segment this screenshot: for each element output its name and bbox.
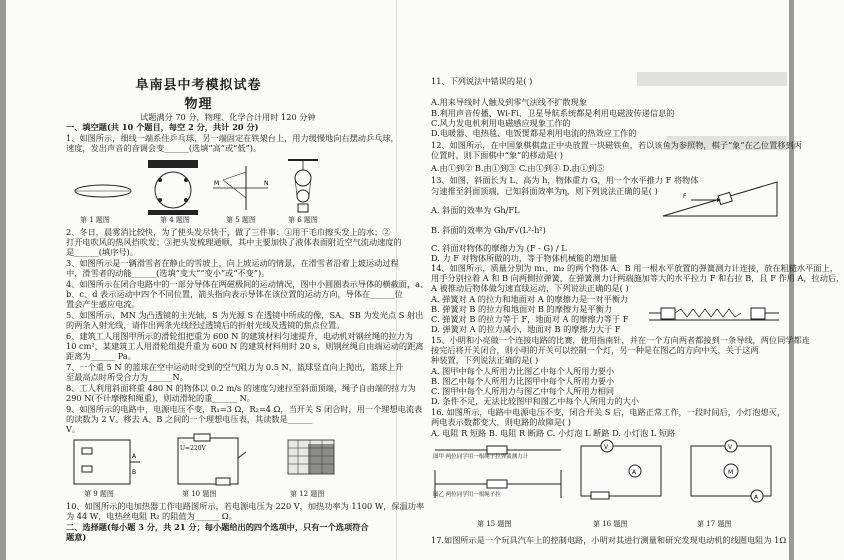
- q13-option-b: B. 斜面的效率为 Gh/F√(L²-h²): [431, 225, 546, 235]
- fig15-top-label: 图甲 两位同学用一根绳子拉弹簧测力计: [433, 454, 529, 460]
- q2-line1: 2、冬日，晨雾消比较快，为了使头发尽快干，做了三件事：①用干毛巾擦头发上的水；②: [66, 227, 391, 237]
- spring-figure: [647, 302, 781, 324]
- q10-line2: 为 44 W，电热丝电阻 R₂ 的阻值为______ Ω。: [66, 511, 237, 521]
- q10-line1: 10、如图所示的电加热器工作电路图所示，若电源电压为 220 V，加热功率为 1100 W，保温功率: [66, 501, 425, 511]
- fig12-caption: 第 12 题图: [290, 490, 325, 498]
- figures-row-2: [68, 434, 368, 490]
- q16-line2: 两电表示数都变大，则电路的故障是( ): [431, 417, 571, 427]
- fig15-bottom-label: 图乙 两位同学用一根绳子拉: [433, 492, 501, 498]
- q5-line1: 5、如图所示，MN 为凸透镜的主光轴，S 为光源 S 在透镜中所成的像，SA、SB 为发光点 S 射出: [66, 310, 424, 320]
- q15-line2: 接完后将开关闭合，则小明的开关可以控制一个灯，另一种是在图乙的方向中关，关于这两: [431, 345, 759, 355]
- section-1-heading: 一、填空题(共 10 个题目，每空 2 分，共计 20 分): [66, 122, 259, 132]
- svg-text:N: N: [264, 180, 269, 187]
- q13-option-c: C. 斜面对物体的摩擦力为 (F - G) / L: [431, 243, 567, 253]
- q2-line2: 打开电吹风的热风挡吹发；③把头发梳理通顺，其中主要加快了液体表面附近空气流动速度的: [66, 237, 402, 247]
- q17-line1: 17.如图所示是一个玩具汽车上的控制电路，小明对其进行测量和研究发现电动机的线圈电阻为 1Ω: [431, 535, 787, 545]
- svg-text:B: B: [132, 469, 137, 476]
- q11-option-b: B.利用声音传播、Wi-Fi、卫星导航系统都是利用电磁波传递信息的: [431, 108, 675, 118]
- right-page: [397, 0, 844, 560]
- figures-row-1: [68, 158, 368, 216]
- q11-stem: 11、下列说法中错误的是( ): [431, 76, 533, 86]
- q1-line2: 速度，发出声音的音调会变______(选填“高”或“低”)。: [66, 143, 262, 153]
- q15-option-a: A. 图甲中每个人所用力比图乙中每个人所用力要小: [431, 366, 615, 376]
- q4-line1: 4、如图所示在闭合电路中的一部分导体在两磁极间的运动情况，图中小圆圈表示导体的横截面，a、: [66, 279, 429, 289]
- q15-line3: 种装置，下列说法正确的是( ): [431, 355, 539, 365]
- q11-option-a: A.用来导线时人触及到零气法线不扩散现象: [431, 97, 587, 107]
- q3-line2: 中，滑雪者的动能______(选填“变大”“变小”或“不变”)。: [66, 268, 270, 278]
- q13-option-a: A. 斜面的效率为 Gh/FL: [431, 205, 520, 215]
- svg-text:A: A: [754, 494, 759, 501]
- svg-text:V: V: [604, 444, 609, 451]
- q9-line3: V。: [66, 424, 81, 434]
- fig10-caption: 第 10 题图: [182, 490, 217, 498]
- section-2-heading-cont: 题意): [66, 532, 87, 542]
- q11-option-d: D.电暖器、电热毯、电饭煲都是利用电流的热效应工作的: [431, 128, 637, 138]
- svg-text:V: V: [728, 444, 733, 451]
- q5-line2: 的两条入射光线，请作出两条光线经过透镜后的折射光线及透镜的焦点位置。: [66, 320, 345, 330]
- q16-options: A. 电阻 R 短路 B. 电阻 R 断路 C. 小灯泡 L 断路 D. 小灯泡 L 短路: [431, 428, 676, 438]
- q12-line2: 位置时，则下面棋中“象”的移动是( ): [431, 150, 563, 160]
- q3-line1: 3、如图所示是一辆滑雪者在静止的雪坡上，向上坡运动的情景，在滑雪者沿着上坡运动过程: [66, 258, 399, 268]
- q16-line1: 16. 如图所示，电路中电源电压不变，闭合开关 S 后，电路正常工作，一段时间后，小灯泡熄灭，: [431, 407, 785, 417]
- q15-option-d: D. 条件不足，无法比较图甲和图乙中每个人所用力的大小: [431, 396, 639, 406]
- q15-option-c: C. 图甲中每个人所用力与图乙中每个人所用力相同: [431, 386, 615, 396]
- exam-subject: 物理: [184, 97, 213, 112]
- fig1-caption: 第 1 题图: [80, 216, 110, 224]
- q4-line2: b、c、d 表示运动中四个不同位置，箭头指向表示导体在该位置的运动方向，导体在______位: [66, 289, 403, 299]
- q2-line3: 是______(填序号)。: [66, 247, 138, 257]
- q4-line3: 置会产生感应电流。: [66, 299, 140, 309]
- fig17-caption: 第 17 题图: [697, 520, 732, 528]
- q14-line2: 用手分别拉着 A 和 B 向两侧拉弹簧，在弹簧测力计两端施加等大的水平拉力 F 和右拉 B，且 F 作用 A，拉动后，: [431, 273, 844, 283]
- fig5-caption: 第 5 题图: [226, 216, 256, 224]
- incline-figure: [659, 178, 783, 220]
- exam-info: 试题满分 70 分，物理、化学合计用时 120 分钟: [140, 112, 316, 122]
- svg-text:M: M: [728, 469, 734, 476]
- svg-text:F: F: [683, 193, 687, 200]
- q14-option-d: D. 弹簧对 A 的拉力减小，地面对 B 的摩擦力大于 F: [431, 324, 621, 334]
- q8-line2: 290 N(不计摩擦和绳重)，则动滑轮的重______ N。: [66, 393, 255, 403]
- q12-line1: 12、如图所示，在中国象棋棋盘正中央放置一块磁铁鱼，若以该鱼为参照物，棋子“象”在乙位置移到丙: [431, 140, 802, 150]
- q7-line1: 7、一个重 5 N 的篮球在空中运动时受到的空气阻力为 0.5 N，篮球竖直向上抛出，篮球上升: [66, 362, 404, 372]
- fig9-caption: 第 9 题图: [84, 490, 114, 498]
- q14-line3: A 被推动后物体做匀速直线运动，下列说法正确的是( ): [431, 283, 629, 293]
- q6-line1: 6、建筑工人用图甲所示的滑轮组把重为 600 N 的建筑材料匀速提升，电动机对钢丝绳的拉力为: [66, 331, 413, 341]
- q1-line1: 1、如图所示，细线一端系住乒乓球，另一端固定在铁架台上，用力缓慢地向右摆动乒乓球，: [66, 133, 399, 143]
- q9-line2: 的读数为 2 V。移去 A、B 之间的一个理想电压表，其读数是______: [66, 414, 313, 424]
- q13-line1: 13、如图，斜面长为 L、高为 h，物体重力 G，用一个水平推力 F 将物体: [431, 175, 699, 185]
- q6-line3: 距离为______ Pa。: [66, 351, 136, 361]
- fig10-voltage-label: U=220V: [180, 445, 206, 452]
- q15-line1: 15、小明和小亮做一个连接电路的比赛，使用指南针，并在一个方向两者都接到一条导线，两位同学都连: [431, 335, 810, 345]
- figures-row-right: [431, 440, 781, 518]
- q7-line2: 至最高点时所受合力为______N。: [66, 372, 188, 382]
- q14-option-a: A. 弹簧对 A 的拉力和地面对 A 的摩擦力是一对平衡力: [431, 294, 629, 304]
- q9-line1: 9、如图所示的电路中，电源电压不变，R₁=3 Ω，R₂=4 Ω，当开关 S 闭合时，用一个理想电流表: [66, 404, 423, 414]
- fig6-caption: 第 6 题图: [288, 216, 318, 224]
- q12-options: A.由①到② B.由①到③ C.由①到④ D.由①到⑤: [431, 163, 605, 173]
- fig16-caption: 第 16 题图: [593, 520, 628, 528]
- q11-option-c: C.风力发电机利用电磁感应现象工作的: [431, 118, 571, 128]
- q14-line1: 14、如图所示，质量分别为 m₁、m₂ 的两个物体 A、B 用一根水平放置的弹簧测力计连接，放在粗糙水平面上，: [431, 263, 838, 273]
- svg-text:A: A: [132, 453, 137, 460]
- fig15-caption: 第 15 题图: [477, 520, 512, 528]
- q13-option-d: D. 力 F 对物体所做的功，等于物体机械能的增加量: [431, 253, 618, 263]
- q14-option-c: C. 弹簧对 B 的拉力等于 F，地面对 A 的摩擦力等于 F: [431, 314, 629, 324]
- svg-text:A: A: [632, 469, 637, 476]
- fig4-caption: 第 4 题图: [160, 216, 190, 224]
- q6-line2: 10 cm²，某建筑工人用滑轮组提升重为 600 N 的建筑材料用时 20 s，则钢丝绳自由端运动的距离: [66, 341, 424, 351]
- section-2-heading: 二、选择题(每小题 3 分，共 21 分；每小题给出的四个选项中，只有一个选项符合: [66, 522, 369, 532]
- q14-option-b: B. 弹簧对 B 的拉力和地面对 B 的摩擦力是平衡力: [431, 304, 613, 314]
- q8-line1: 8、工人利用斜面将重 480 N 的物体以 0.2 m/s 的速度匀速拉至斜面顶端，绳子自由端的拉力为: [66, 383, 416, 393]
- q15-option-b: B. 图乙中每个人所用力比图甲中每个人所用力要小: [431, 376, 615, 386]
- svg-text:M: M: [214, 180, 220, 187]
- exam-title: 阜南县中考模拟试卷: [135, 78, 262, 93]
- scan-bleed: [637, 72, 787, 86]
- q13-line2: 匀速推至斜面顶端，已知斜面效率为η，则下列说法正确的是( ): [431, 186, 658, 196]
